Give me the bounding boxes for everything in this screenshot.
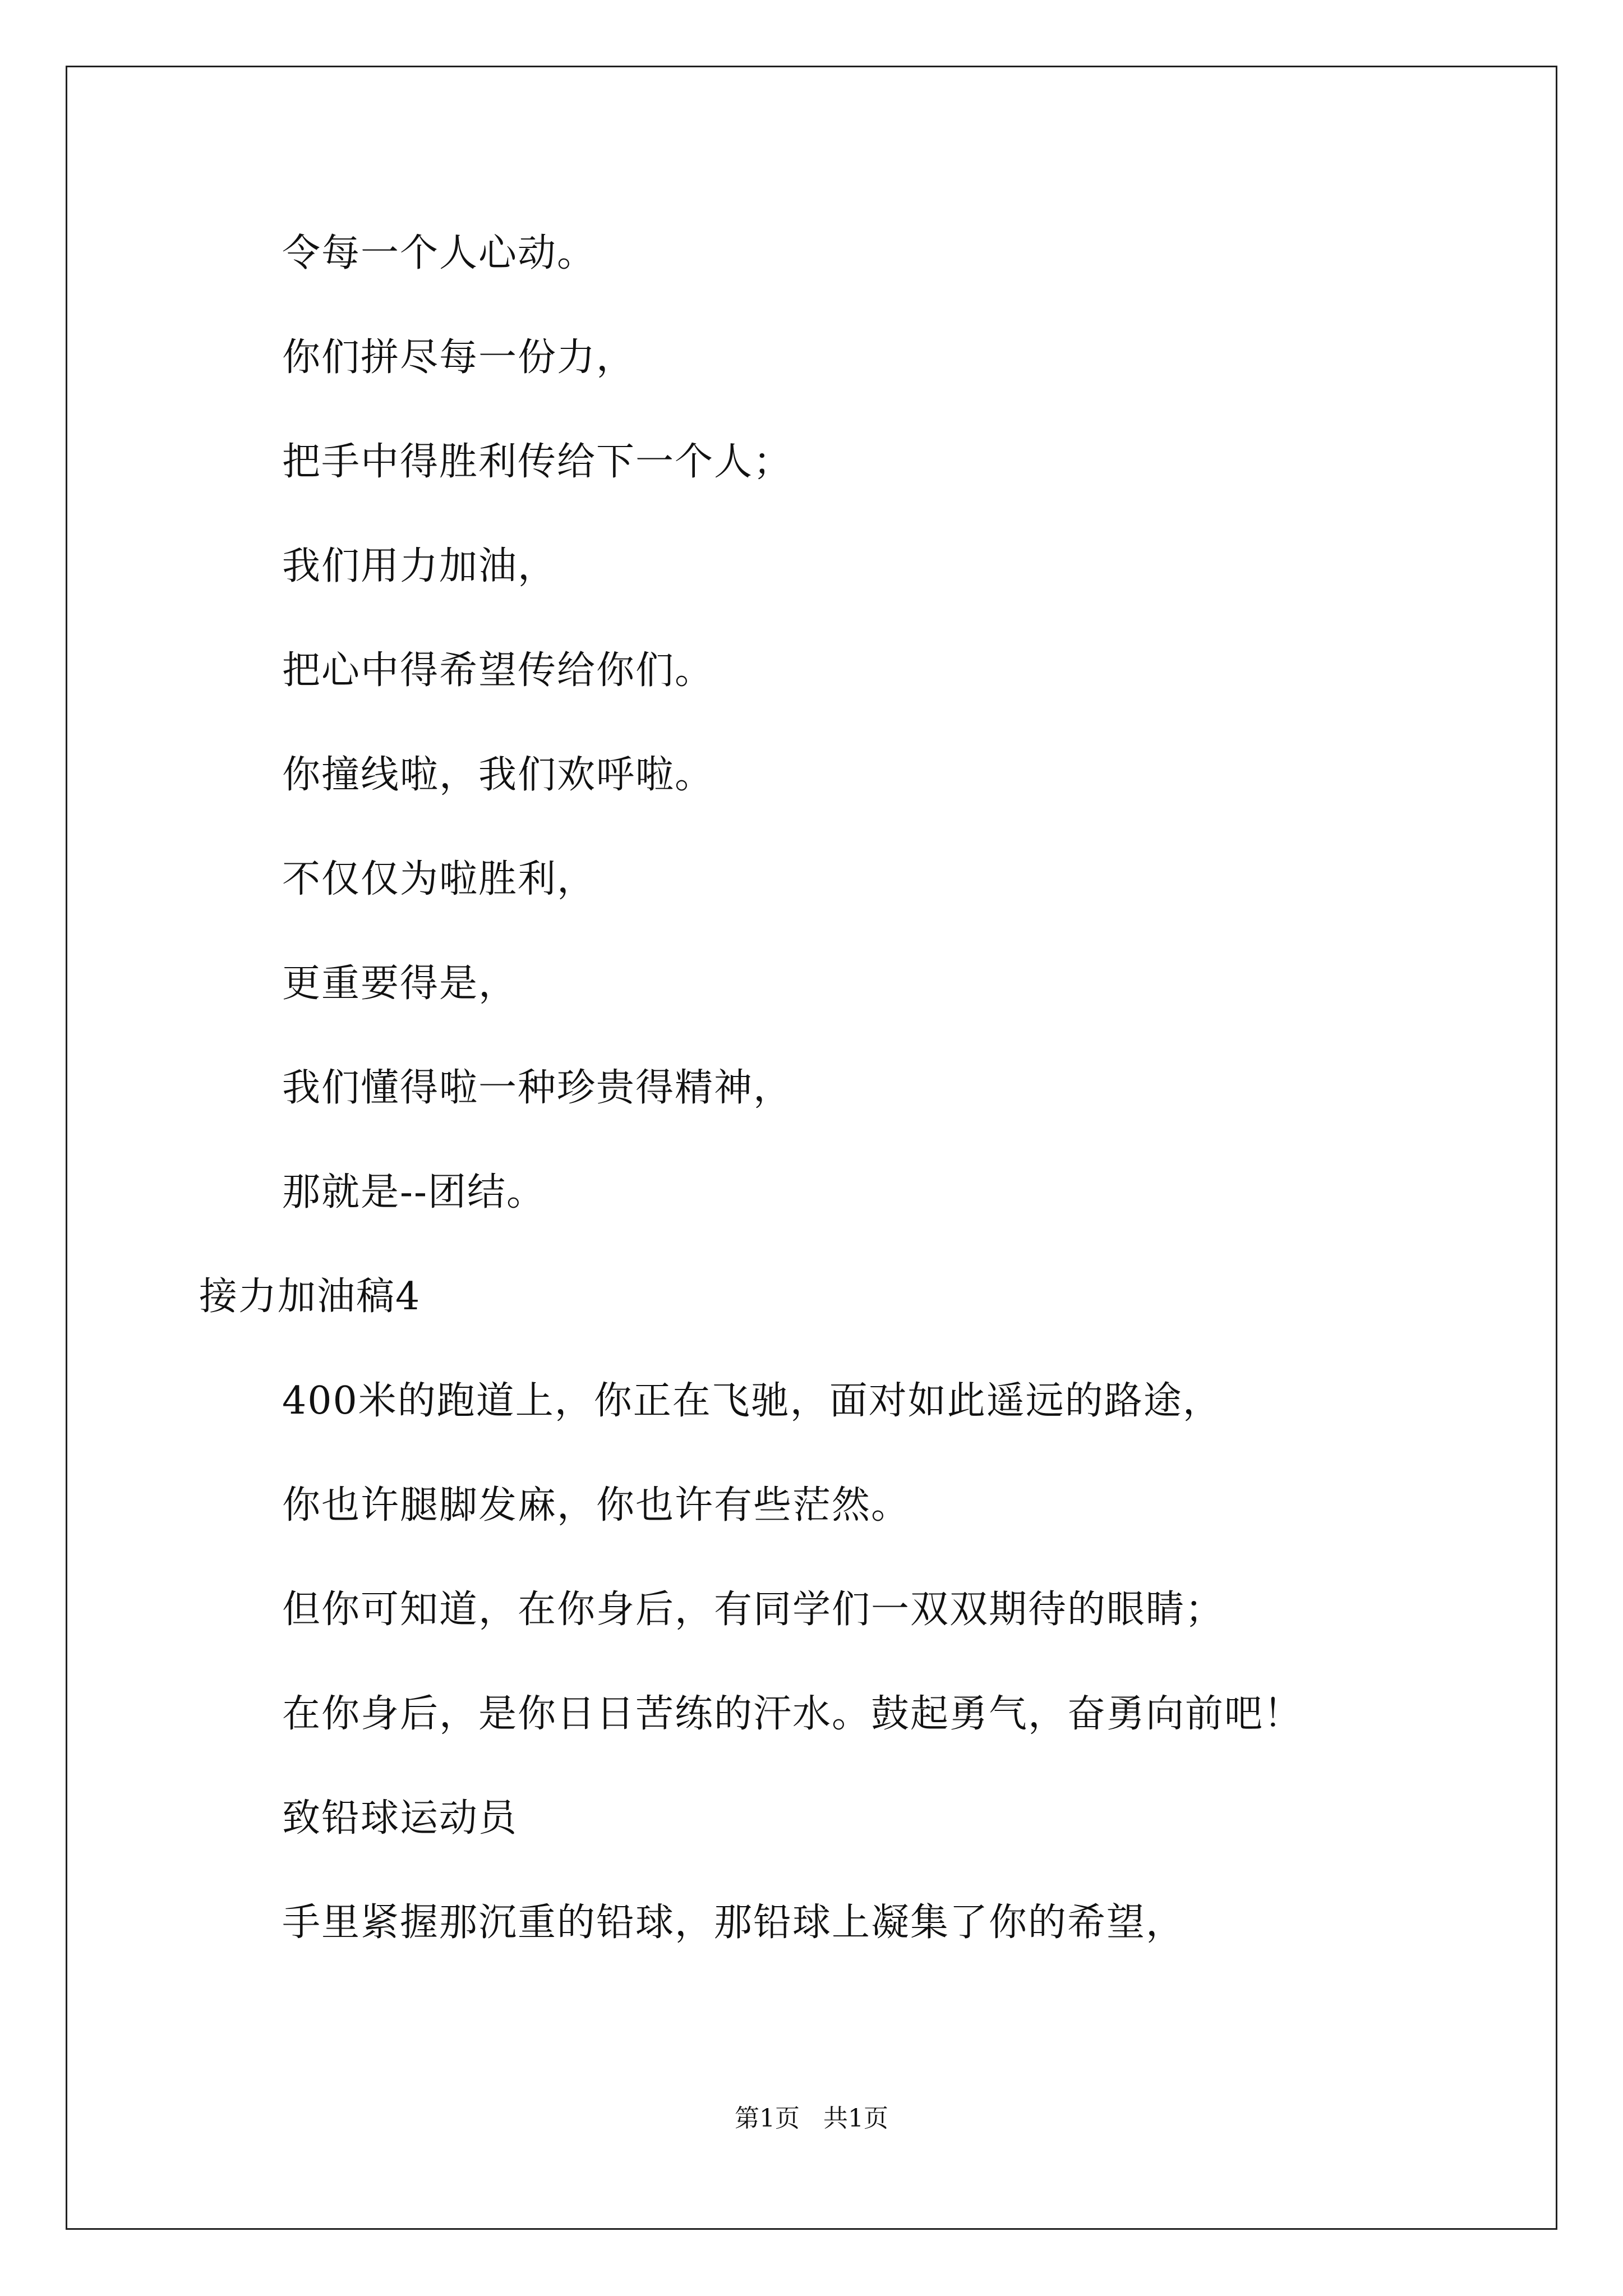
- text-line: 你们拼尽每一份力，: [282, 335, 636, 380]
- text-line: 你也许腿脚发麻，你也许有些茫然。: [282, 1483, 911, 1527]
- text-line: 不仅仅为啦胜利，: [282, 857, 597, 901]
- section-heading: 接力加油稿4: [199, 1274, 421, 1319]
- text-line: 400米的跑道上，你正在飞驰，面对如此遥远的路途，: [282, 1379, 1222, 1423]
- text-line: 我们懂得啦一种珍贵得精神，: [282, 1066, 793, 1110]
- text-line: 那就是--团结。: [282, 1170, 546, 1214]
- page-number-footer: 第1页 共1页: [735, 2104, 888, 2133]
- text-line: 你撞线啦，我们欢呼啦。: [282, 753, 714, 797]
- text-line: 更重要得是，: [282, 961, 518, 1006]
- text-line: 把心中得希望传给你们。: [282, 648, 714, 693]
- text-line: 我们用力加油，: [282, 544, 557, 588]
- text-line: 致铅球运动员: [282, 1796, 518, 1841]
- text-line: 在你身后，是你日日苦练的汗水。鼓起勇气，奋勇向前吧！: [282, 1692, 1303, 1736]
- text-line: 手里紧握那沉重的铅球，那铅球上凝集了你的希望，: [282, 1901, 1186, 1945]
- text-line: 把手中得胜利传给下一个人；: [282, 440, 793, 484]
- text-line: 令每一个人心动。: [282, 231, 597, 275]
- text-line: 但你可知道，在你身后，有同学们一双双期待的眼睛；: [282, 1588, 1225, 1632]
